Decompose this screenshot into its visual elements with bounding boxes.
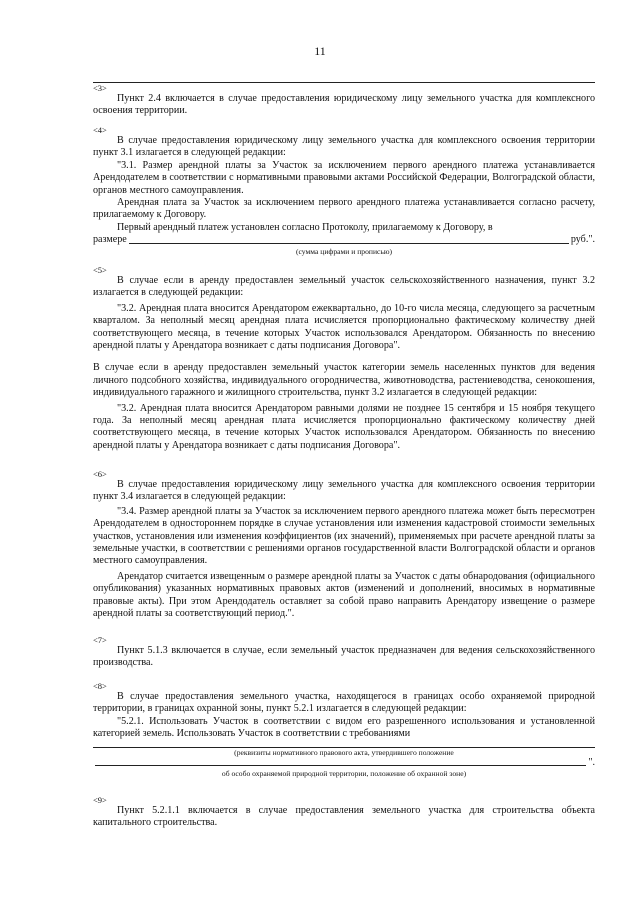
requirements-line xyxy=(93,757,595,769)
note-8 xyxy=(93,682,595,778)
note-marker: <5> xyxy=(93,265,107,275)
note-text: В случае предоставления юридическому лицу земельного участка для комплексного освоения территории пункт 3.4 излагается в следующей редакции: xyxy=(93,479,595,503)
note-3 xyxy=(93,84,595,118)
note-text: Арендатор считается извещенным о размере арендной платы за Участок с даты обнародования (официального опубликования) указанных нормативных правовых актов (изменений и дополнений, вносимых в нормативные правовые акты). При этом Арендодатель оставляет за собой право направить Арендатору извещение о размере арендной платы за соответствующий период.". xyxy=(93,570,595,620)
note-5 xyxy=(93,266,595,452)
note-4 xyxy=(93,126,595,256)
blank-line xyxy=(93,741,595,748)
caption-1: (реквизиты нормативного правового акта, утвердившего положение xyxy=(234,747,454,757)
size-suffix: руб.". xyxy=(570,234,595,246)
note-text: В случае предоставления юридическому лицу земельного участка для комплексного освоения территории пункт 3.1 излагается в следующей редакции: xyxy=(93,135,595,159)
size-caption: (сумма цифрами и прописью) xyxy=(295,246,393,256)
blank-line xyxy=(129,242,569,244)
footnote-separator xyxy=(93,82,595,83)
note-text: "3.1. Размер арендной платы за Участок за исключением первого арендного платежа устанавливается Арендодателем в соответствии с нормативными правовыми актами Российской Федерации, Волгоградской области, органов местного самоуправления. xyxy=(93,159,595,196)
note-text: "3.2. Арендная плата вносится Арендатором равными долями не позднее 15 сентября и 15 ноября текущего года. За неполный месяц арендная плата исчисляется пропорционально фактическому количеству дней соответствующего месяца, в течение которых Участок использовался Арендатором. Обязанность по внесению арендной платы у Арендатора возникает с даты подписания Договора". xyxy=(93,402,595,451)
note-marker: <6> xyxy=(93,469,107,479)
note-marker: <7> xyxy=(93,635,107,645)
note-text: Первый арендный платеж установлен согласно Протоколу, прилагаемому к Договору, в xyxy=(117,221,493,233)
note-text: Пункт 5.2.1.1 включается в случае предоставления земельного участка для строительства объекта капитального строительства. xyxy=(93,805,595,829)
page-number: 11 xyxy=(314,44,326,58)
note-6 xyxy=(93,470,595,620)
note-9 xyxy=(93,796,595,830)
note-marker: <9> xyxy=(93,795,107,805)
note-text: "3.2. Арендная плата вносится Арендатором ежеквартально, до 10-го числа месяца, следующего за расчетным кварталом. За неполный месяц арендная плата исчисляется пропорционально фактическому количеству дней соответствующего месяца, в течение которых Участок использовался Арендатором. Обязанность по внесению арендной платы у Арендатора возникает с даты подписания Договора". xyxy=(93,302,595,352)
note-7 xyxy=(93,636,595,670)
note-text: В случае если в аренду предоставлен земельный участок категории земель населенных пунктов для ведения личного подсобного хозяйства, индивидуального огородничества, животноводства, растениеводства, сенокошения, индивидуального гаражного и жилищного строительства, пункт 3.2 излагается в следующей редакции: xyxy=(93,362,595,399)
note-text: "3.4. Размер арендной платы за Участок за исключением первого арендного платежа может быть пересмотрен Арендодателем в одностороннем порядке в случае установления или изменения кадастровой стоимости земельных участков, установления или изменения коэффициентов (их значений), применяемых при расчете арендной платы за земельные участки, в соответствии с решениями органов государственной власти Волгоградской области и органов местного самоуправления. xyxy=(93,505,595,567)
note-text: Арендная плата за Участок за исключением первого арендного платежа устанавливается согласно расчету, прилагаемому к Договору. xyxy=(93,197,595,221)
note-text: Пункт 2.4 включается в случае предоставления юридическому лицу земельного участка для комплексного освоения территории. xyxy=(93,93,595,117)
note-marker: <8> xyxy=(93,681,107,691)
line-suffix: ". xyxy=(588,756,595,768)
rent-amount-line xyxy=(93,234,595,246)
note-marker: <3> xyxy=(93,83,107,93)
note-marker: <4> xyxy=(93,125,107,135)
note-text: Пункт 5.1.3 включается в случае, если земельный участок предназначен для ведения сельскохозяйственного производства. xyxy=(93,645,595,669)
caption-2: об особо охраняемой природной территории, положение об охранной зоне) xyxy=(221,769,467,779)
note-text: В случае если в аренду предоставлен земельный участок сельскохозяйственного назначения, пункт 3.2 излагается в следующей редакции: xyxy=(93,275,595,299)
size-label: размере xyxy=(93,234,127,246)
note-text: "5.2.1. Использовать Участок в соответствии с видом его разрешенного использования и установленной категорией земель. Использовать Участок в соответствии с требованиями xyxy=(93,715,595,740)
note-text: В случае предоставления земельного участка, находящегося в границах особо охраняемой природной территории, в границах охранной зоны, пункт 5.2.1 излагается в следующей редакции: xyxy=(93,691,595,715)
blank-line xyxy=(95,764,586,766)
